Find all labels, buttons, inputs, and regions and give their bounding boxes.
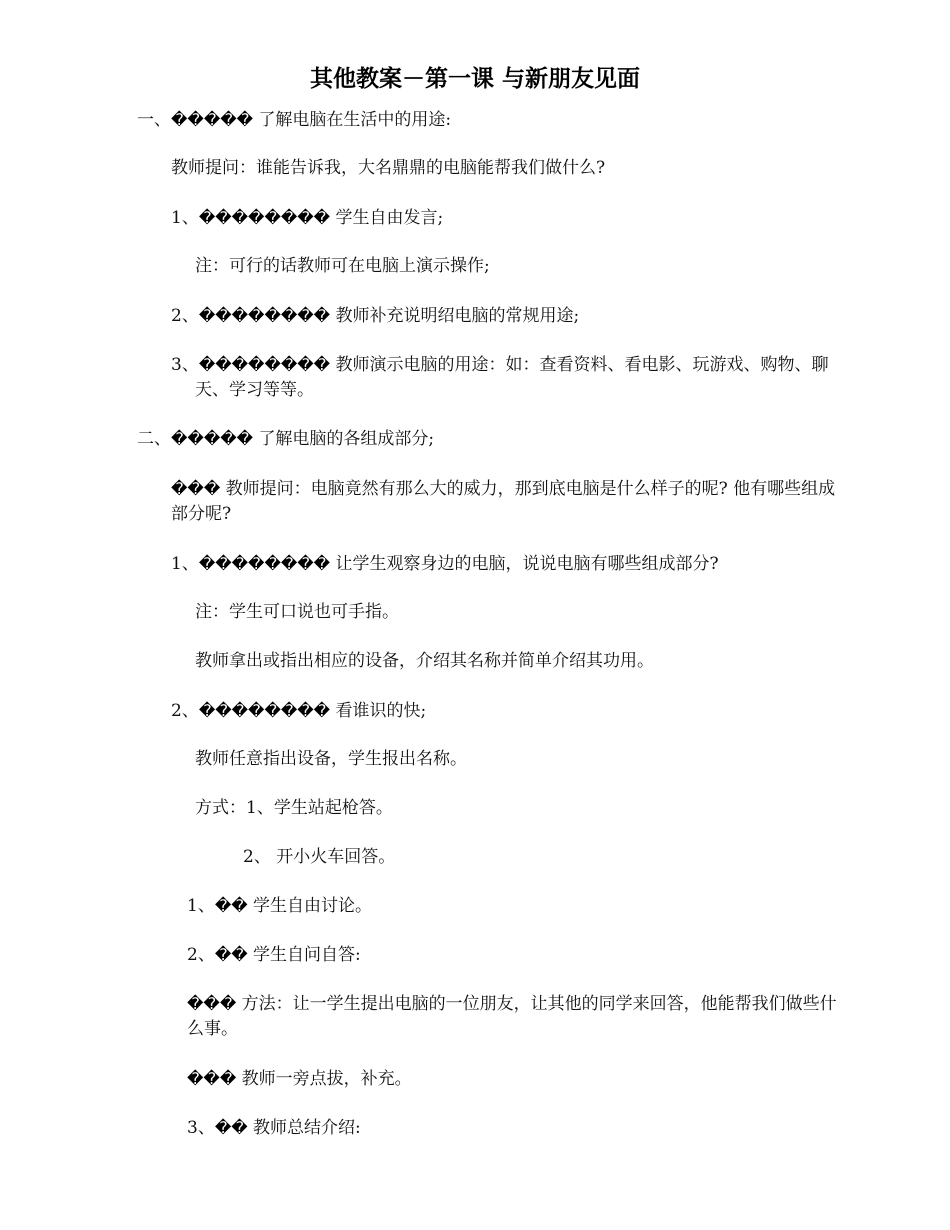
paragraph-text: 学生自由讨论。	[253, 896, 373, 916]
garbled-glyphs: ��������	[198, 306, 331, 325]
paragraph	[195, 649, 654, 674]
list-item	[171, 352, 828, 378]
list-item	[187, 1115, 361, 1141]
paragraph-text: 教师演示电脑的用途：如：查看资料、看电影、玩游戏、购物、聊	[335, 355, 829, 375]
list-item	[171, 303, 579, 329]
section-heading	[137, 107, 451, 133]
list-marker: 1、	[187, 896, 215, 916]
paragraph	[195, 747, 467, 772]
garbled-glyphs: ��������	[198, 208, 331, 227]
garbled-glyphs: �����	[171, 429, 254, 448]
paragraph-text: 教师拿出或指出相应的设备，介绍其名称并简单介绍其功用。	[195, 651, 654, 671]
paragraph-text: 么事。	[187, 1019, 238, 1039]
paragraph	[171, 476, 835, 502]
paragraph-text: 教师补充说明绍电脑的常规用途;	[335, 306, 580, 326]
list-marker: 2、	[171, 306, 199, 326]
list-item	[171, 551, 719, 577]
paragraph-text: 教师提问：电脑竟然有那么大的威力，那到底电脑是什么样子的呢? 他有哪些组成	[225, 479, 836, 499]
paragraph-text: 让学生观察身边的电脑，说说电脑有哪些组成部分?	[335, 554, 719, 574]
paragraph	[171, 156, 605, 181]
paragraph-text: 了解电脑的各组成部分;	[258, 429, 435, 449]
paragraph-text: 2、 开小火车回答。	[243, 847, 396, 867]
paragraph-text: 注：学生可口说也可手指。	[195, 602, 399, 622]
paragraph-text: 教师提问：谁能告诉我，大名鼎鼎的电脑能帮我们做什么?	[171, 158, 606, 178]
list-marker: 3、	[187, 1118, 215, 1138]
garbled-glyphs: ��������	[198, 355, 331, 374]
paragraph-text: 方法：让一学生提出电脑的一位朋友，让其他的同学来回答，他能帮我们做些什	[241, 994, 837, 1014]
paragraph-text: 教师任意指出设备，学生报出名称。	[195, 749, 467, 769]
page-title: 其他教案－第一课 与新朋友见面	[309, 65, 640, 92]
list-item	[187, 942, 361, 968]
paragraph-text: 了解电脑在生活中的用途:	[258, 110, 452, 130]
list-marker: 1、	[171, 208, 199, 228]
garbled-glyphs: ��	[214, 945, 248, 964]
garbled-glyphs: �����	[171, 110, 254, 129]
garbled-glyphs: ��������	[198, 701, 331, 720]
paragraph-text: 看谁识的快;	[335, 701, 427, 721]
section-heading	[137, 426, 434, 452]
list-marker: 一、	[137, 110, 171, 130]
paragraph-text: 部分呢?	[171, 504, 232, 524]
list-marker: 2、	[171, 701, 199, 721]
list-item-continuation	[195, 378, 314, 403]
paragraph-text: 注：可行的话教师可在电脑上演示操作;	[195, 256, 490, 276]
list-item	[171, 698, 426, 724]
paragraph	[187, 991, 837, 1017]
paragraph-text: 教师总结介绍:	[253, 1118, 361, 1138]
list-item	[187, 893, 372, 919]
garbled-glyphs: ��������	[198, 554, 331, 573]
paragraph-text: 教师一旁点拔，补充。	[241, 1069, 412, 1089]
paragraph	[243, 845, 395, 870]
note	[195, 600, 399, 625]
paragraph	[195, 796, 393, 821]
paragraph-continuation	[171, 502, 231, 527]
garbled-glyphs: ���	[187, 994, 237, 1013]
paragraph	[187, 1066, 412, 1092]
list-marker: 2、	[187, 945, 215, 965]
garbled-glyphs: ���	[187, 1069, 237, 1088]
garbled-glyphs: ��	[214, 1118, 248, 1137]
paragraph-text: 学生自由发言;	[335, 208, 444, 228]
paragraph-continuation	[187, 1017, 238, 1042]
garbled-glyphs: ���	[171, 479, 221, 498]
list-item	[171, 205, 443, 231]
garbled-glyphs: ��	[214, 896, 248, 915]
list-marker: 二、	[137, 429, 171, 449]
list-marker: 3、	[171, 355, 199, 375]
note	[195, 254, 490, 279]
paragraph-text: 学生自问自答:	[253, 945, 361, 965]
list-marker: 1、	[171, 554, 199, 574]
paragraph-text: 天、学习等等。	[195, 380, 314, 400]
paragraph-text: 方式：1、学生站起枪答。	[195, 798, 393, 818]
